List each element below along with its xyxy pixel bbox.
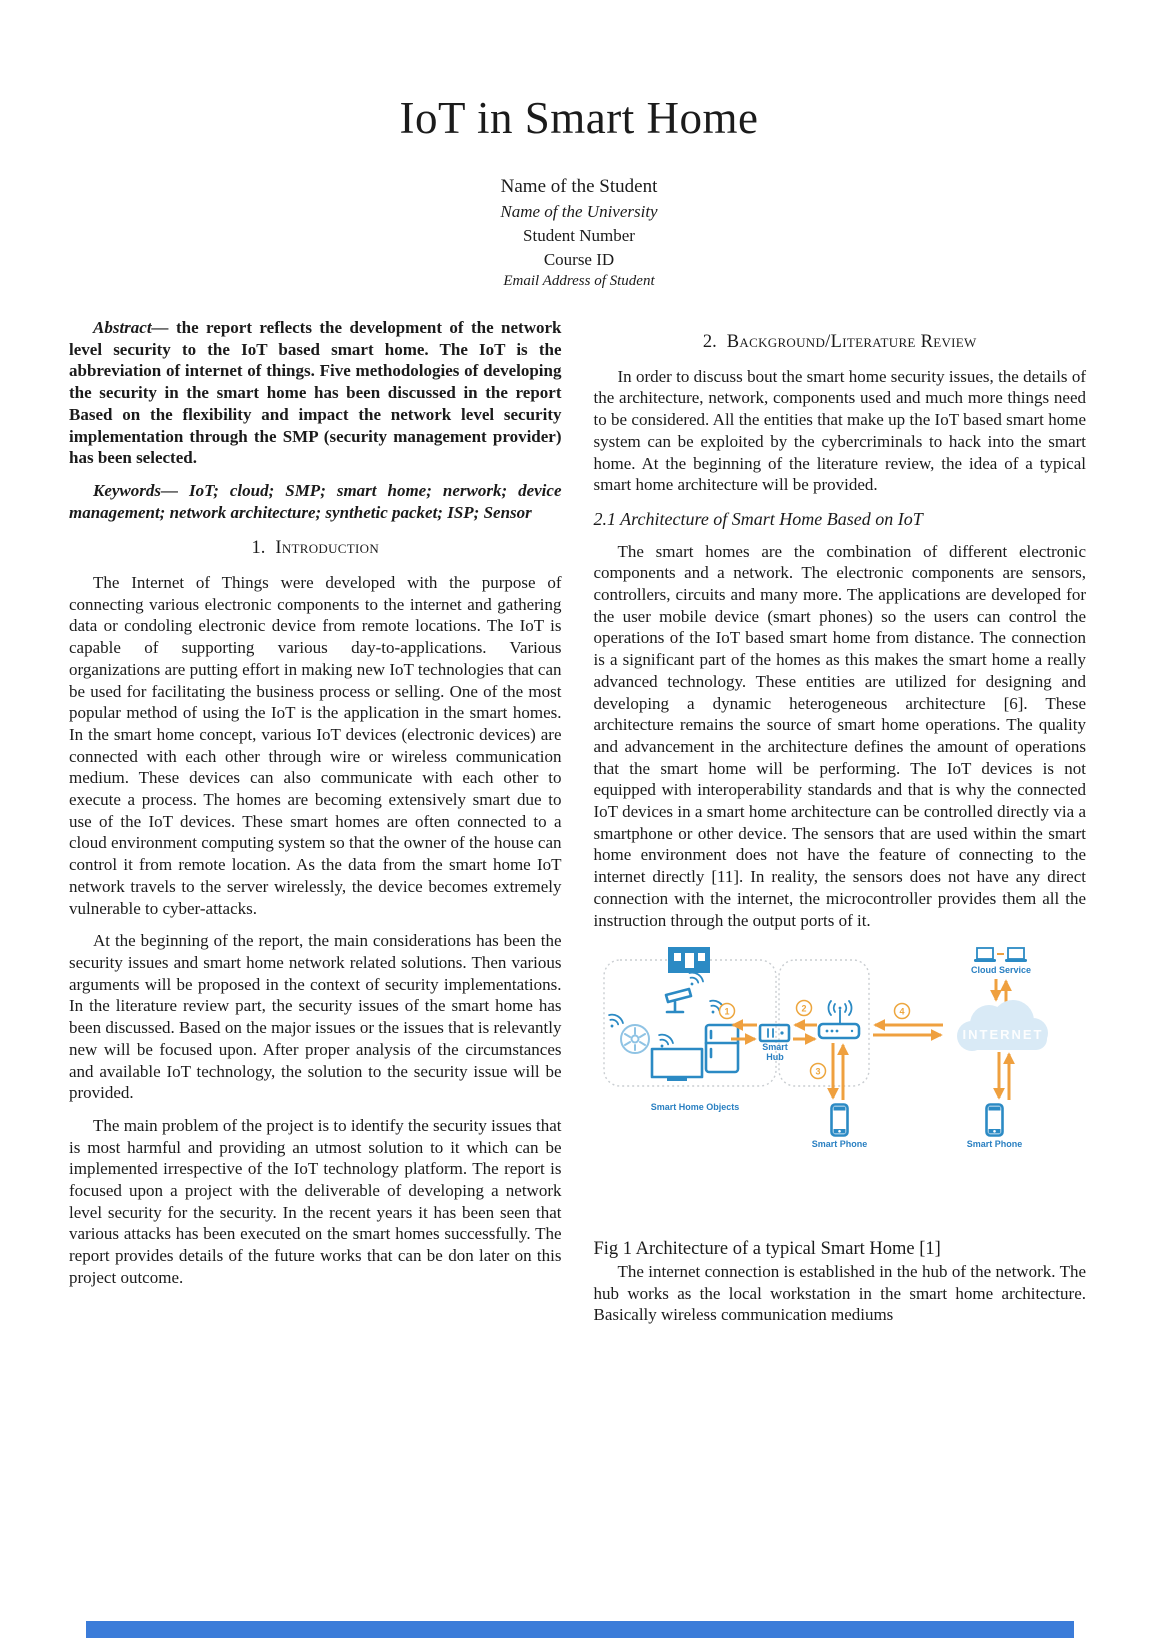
- smart-hub-label-line2: Hub: [765, 1052, 784, 1063]
- section-2-heading: [594, 332, 1087, 354]
- fan-icon: [621, 1025, 649, 1053]
- laptop-icon: [974, 948, 996, 962]
- monitor-icon: [652, 1049, 702, 1081]
- step-2-number: 2: [800, 1003, 807, 1014]
- section-1-title: Introduction: [275, 538, 380, 559]
- author-student-number: Student Number: [523, 226, 635, 245]
- intro-paragraph-1: The Internet of Things were developed with the purpose of connecting various electronic components to the internet and gathering data or condoling electronic device from remote locations. The IoT is capable of supporting various day-to-applications. Various organizations are putting effort in making new IoT technologies that can be used for facilitating the business process or selling. One of the most popular method of using the IoT is the application in the smart homes. In the smart home concept, various IoT devices (electronic devices) are connected with each other through wire or wireless communication medium. These devices can also communicate with each other to execute a process. The homes are becoming extensively smart due to use of the IoT devices. These smart homes are often connected to a cloud environment computing system so that the owner of the house can control it from remote location. As the data from the smart home IoT network travels to the server wirelessly, the device becomes extremely vulnerable to cyber-attacks.: [69, 573, 562, 918]
- section-2-number: 2.: [702, 332, 717, 352]
- paper-title: IoT in Smart Home: [399, 93, 759, 143]
- subsection-2-1-heading: 2.1 Architecture of Smart Home Based on IoT: [593, 508, 923, 529]
- internet-label: INTERNET: [962, 1027, 1043, 1043]
- smart-hub-label-line1: Smart: [761, 1042, 788, 1053]
- section-1-number: 1.: [251, 538, 266, 559]
- fridge-icon: [706, 1025, 738, 1072]
- author-university: Name of the University: [500, 202, 658, 221]
- keywords-paragraph: [69, 480, 562, 523]
- building-icon: [668, 947, 710, 973]
- cctv-camera-icon: [666, 989, 691, 1012]
- abstract-text: the report reflects the development of the network level security to the IoT based smart home. The IoT is the abbreviation of internet of things. Five methodologies of developing the security in the smart home has been discussed in the report Based on the flexibility and impact the network level security implementation through the SMP (security management provider) has been selected.: [69, 318, 562, 468]
- left-column: [69, 317, 562, 1300]
- figure-1-caption: Fig 1 Architecture of a typical Smart Home [1]: [593, 1239, 941, 1260]
- section-1-heading: [69, 538, 562, 560]
- router-icon: [819, 1001, 859, 1038]
- figure-1: [579, 942, 1087, 1261]
- hub-paragraph: The internet connection is established in the hub of the network. The hub works as the local workstation in the smart home architecture. Basically wireless communication mediums: [593, 1261, 1086, 1325]
- step-3-number: 3: [814, 1066, 821, 1077]
- keywords-label: Keywords—: [93, 480, 178, 500]
- section-2-title: Background/Literature Review: [726, 332, 977, 352]
- two-column-body: [0, 290, 1158, 1337]
- smart-phone-right-label: Smart Phone: [966, 1139, 1022, 1150]
- step-4-number: 4: [898, 1006, 905, 1017]
- smartphone-icon: [986, 1105, 1002, 1136]
- author-email: Email Address of Student: [503, 273, 655, 289]
- internet-cloud: [957, 1000, 1048, 1051]
- smartphone-icon: [831, 1105, 847, 1136]
- next-page-element-edge: [86, 1621, 1074, 1638]
- smart-home-objects-label: Smart Home Objects: [650, 1102, 739, 1113]
- abstract-label: Abstract—: [93, 318, 169, 337]
- wifi-icon: [604, 1012, 624, 1031]
- abstract-paragraph: [69, 317, 562, 469]
- architecture-paragraph: The smart homes are the combination of different electronic components and a network. The electronic components are sensors, controllers, circuits and many more. The applications are developed for the user mobile device (smart phones) so the users can control the operations of the IoT based smart home from distance. The connection is a significant part of the homes as this makes the smart home a really advanced technology. These entities are utilized for designing and developing a dynamic heterogeneous architecture [6]. These architecture remains the source of smart home operations. The quality and advancement in the architecture defines the amount of operations that the smart home will be performing. The IoT devices is not equipped with interoperability standards and that is why the connected IoT devices in a smart home architecture can be controlled directly via a smartphone or other device. The sensors that are used within the smart home environment does not have the feature of connecting to the internet directly [11]. In reality, the sensors does not have any direct connection with the internet, the microcontroller provides them all the instruction through the output ports of it.: [593, 541, 1086, 930]
- smart-hub-icon: [760, 1025, 789, 1041]
- step-1-number: 1: [723, 1006, 730, 1017]
- smart-home-architecture-diagram: [579, 942, 1057, 1157]
- keywords-text: IoT; cloud; SMP; smart home; nerwork; device management; network architecture; synthetic packet; ISP; Sensor: [69, 480, 562, 522]
- author-course-id: Course ID: [543, 250, 615, 269]
- intro-paragraph-3: The main problem of the project is to identify the security issues that is most harmful and providing an utmost solution to it which can be implemented irrespective of the IoT technology platform. The report is focused upon a project with the deliverable of developing a network level security for the security. In the recent years it has been seen that various attacks has been executed on the smart homes successfully. The report provides details of the future works that can be don later on this project outcome.: [69, 1115, 562, 1287]
- author-name: Name of the Student: [500, 176, 658, 197]
- intro-paragraph-2: At the beginning of the report, the main considerations has been the security issues and smart home network related solutions. Then various arguments will be proposed in the context of security implementations. In the literature review part, the security issues of the smart home has been discussed. Based on the major issues or the issues that is relevantly new will be focused upon. After proper analysis of the circumstances and available IoT technology, the solution to the security issue will be provided.: [69, 931, 562, 1103]
- wifi-icon: [684, 970, 704, 989]
- author-block: [0, 176, 1158, 290]
- cloud-service-label: Cloud Service: [970, 965, 1031, 976]
- laptop-icon: [1005, 948, 1027, 962]
- right-column: [594, 317, 1087, 1337]
- background-paragraph: In order to discuss bout the smart home security issues, the details of the architecture, network, components used and much more things need to be considered. All the entities that make up the IoT based smart home system can be exploited by the cybercriminals to hack into the smart home. At the beginning of the literature review, the idea of a typical smart home architecture will be provided.: [593, 366, 1086, 495]
- smart-home-objects-box: [604, 960, 776, 1086]
- smart-phone-left-label: Smart Phone: [811, 1139, 867, 1150]
